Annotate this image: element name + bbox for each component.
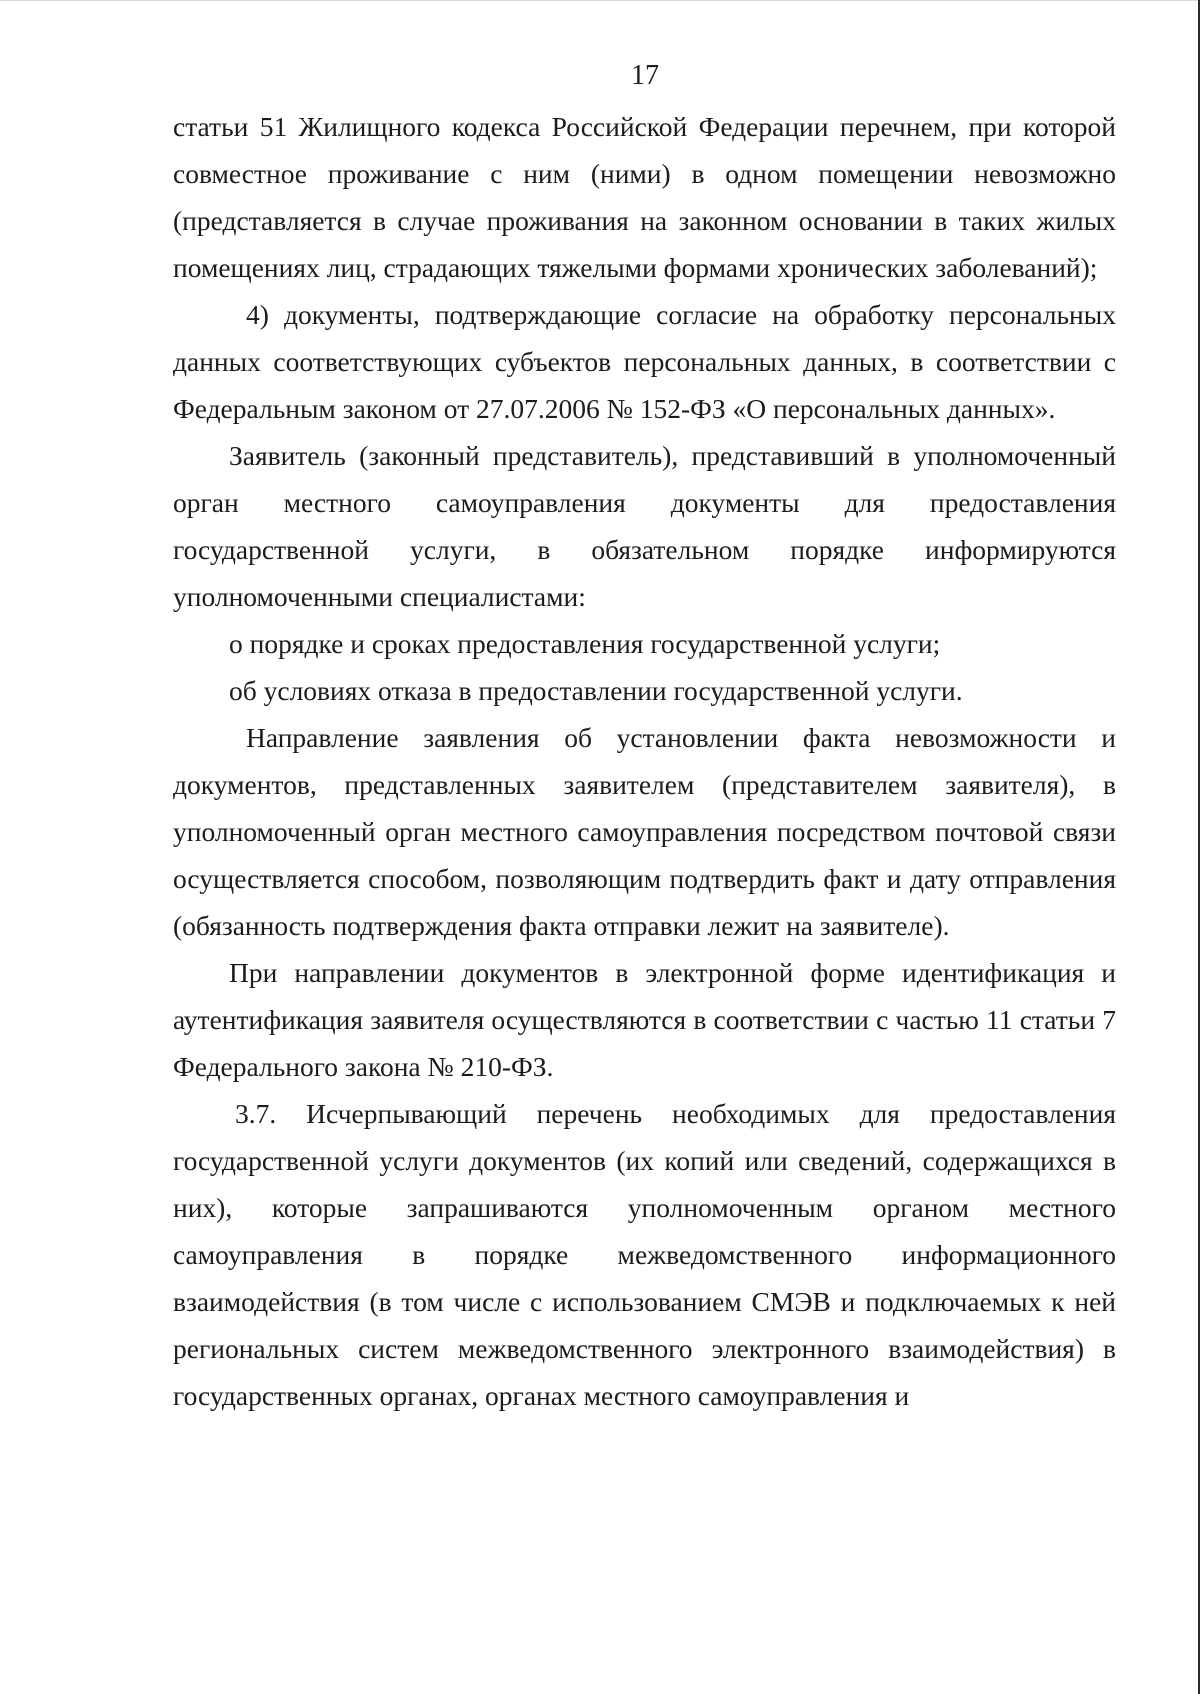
paragraph-list-item-4: 4) документы, подтверждающие согласие на обработку персональных данных соответствующих субъектов персональных данных, в соответствии с Федеральным законом от 27.07.2006 № 152-ФЗ «О персональных данных». xyxy=(173,299,1116,424)
paragraph-section-3-7: 3.7. Исчерпывающий перечень необходимых для предоставления государственной услуги документов (их копий или сведений, содержащихся в них), которые запрашиваются уполномоченным органом местного самоуправления в порядке межведомственного информационного взаимодействия (в том числе с использованием СМЭВ и подключаемых к ней региональных систем межведомственного электронного взаимодействия) в государственных органах, органах местного самоуправления и xyxy=(173,1098,1116,1411)
paragraph-procedure-terms: о порядке и сроках предоставления государственной услуги; xyxy=(229,628,941,659)
document-body xyxy=(173,103,1116,1419)
paragraph-applicant-informed: Заявитель (законный представитель), представивший в уполномоченный орган местного самоуправления документы для предоставления государственной услуги, в обязательном порядке информируются уполномоченными специалистами: xyxy=(173,440,1116,612)
paragraph-electronic-identification: При направлении документов в электронной форме идентификация и аутентификация заявителя осуществляются в соответствии с частью 11 статьи 7 Федерального закона № 210-ФЗ. xyxy=(173,957,1116,1082)
paragraph-postal-submission: Направление заявления об установлении факта невозможности и документов, представленных заявителем (представителем заявителя), в уполномоченный орган местного самоуправления посредством почтовой связи осуществляется способом, позволяющим подтвердить факт и дату отправления (обязанность подтверждения факта отправки лежит на заявителе). xyxy=(173,722,1116,941)
page-top-edge xyxy=(0,0,1200,1)
paragraph-continuation: статьи 51 Жилищного кодекса Российской Федерации перечнем, при которой совместное проживание с ним (ними) в одном помещении невозможно (представляется в случае проживания на законном основании в таких жилых помещениях лиц, страдающих тяжелыми формами хронических заболеваний); xyxy=(173,111,1116,283)
page-number: 17 xyxy=(631,60,659,91)
paragraph-refusal-conditions: об условиях отказа в предоставлении государственной услуги. xyxy=(229,675,963,706)
